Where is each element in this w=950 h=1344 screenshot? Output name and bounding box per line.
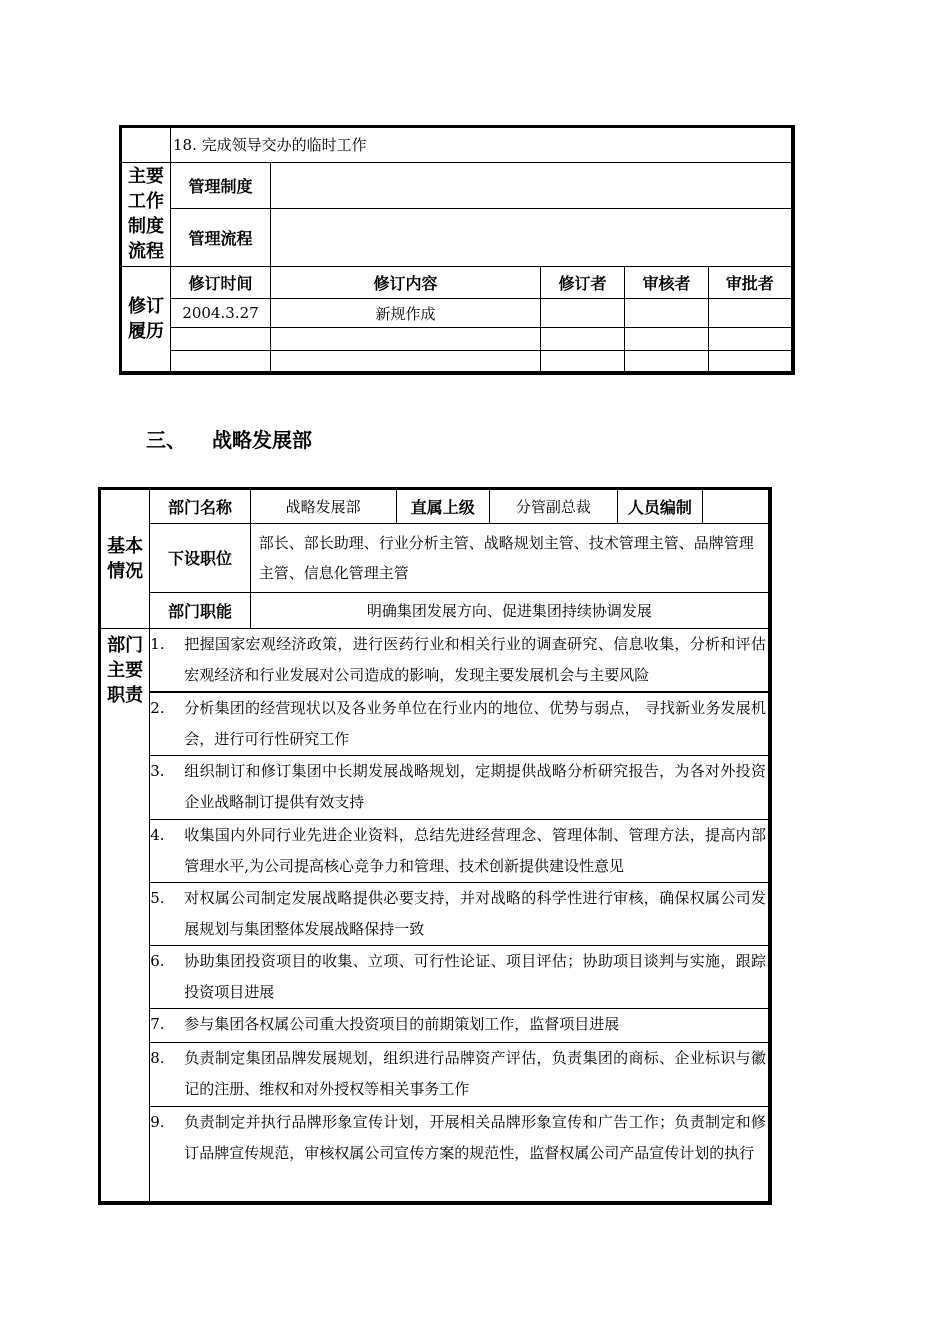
revision-approver <box>709 350 793 373</box>
duty-item <box>150 882 770 945</box>
revision-approver <box>709 328 793 351</box>
staffing-value <box>703 489 770 524</box>
section-number: 三、 <box>146 428 186 452</box>
department-spec-table <box>98 487 772 1205</box>
revision-content <box>271 328 541 351</box>
positions-label: 下设职位 <box>150 524 251 592</box>
revision-header-date: 修订时间 <box>171 267 271 299</box>
duty-text: 负责制定集团品牌发展规划，组织进行品牌资产评估，负责集团的商标、企业标识与徽记的注册、维权和对外授权等相关事务工作 <box>184 1048 766 1098</box>
revision-content <box>271 350 541 373</box>
revision-date <box>171 328 271 351</box>
duty-text: 参与集团各权属公司重大投资项目的前期策划工作，监督项目进展 <box>184 1015 620 1034</box>
duty-number: 2. <box>150 698 165 717</box>
duty-number: 7. <box>150 1015 165 1034</box>
revision-reviser <box>541 350 625 373</box>
duty-number: 5. <box>150 888 165 907</box>
duty-item <box>150 946 770 1009</box>
duty-text: 收集国内外同行业先进企业资料，总结先进经营理念、管理体制、管理方法，提高内部管理水平,为公司提高核心竞争力和管理、技术创新提供建设性意见 <box>184 825 766 875</box>
revision-reviser <box>541 298 625 328</box>
positions-value: 部长、部长助理、行业分析主管、战略规划主管、技术管理主管、品牌管理主管、信息化管理主管 <box>250 524 770 592</box>
management-system-value <box>271 162 793 208</box>
management-flow-value <box>271 208 793 266</box>
duty-item <box>150 628 770 692</box>
duty-item <box>150 1009 770 1042</box>
job-spec-table-continued <box>119 125 795 375</box>
duty-number: 9. <box>150 1112 165 1131</box>
duty-item <box>150 1106 770 1203</box>
revision-reviewer <box>625 298 709 328</box>
revision-header-approver: 审批者 <box>709 267 793 299</box>
dept-function-value: 明确集团发展方向、促进集团持续协调发展 <box>250 592 770 628</box>
dept-function-label: 部门职能 <box>150 592 251 628</box>
duty-item <box>150 692 770 756</box>
revision-reviewer <box>625 350 709 373</box>
blank-label-cell <box>121 127 171 163</box>
dept-name-value: 战略发展部 <box>250 489 396 524</box>
revision-date <box>171 350 271 373</box>
management-system-label: 管理制度 <box>171 162 271 208</box>
basic-info-label: 基本 情况 <box>100 489 150 629</box>
duty-text: 协助集团投资项目的收集、立项、可行性论证、项目评估；协助项目谈判与实施，跟踪投资项目进展 <box>184 952 766 1002</box>
revision-reviewer <box>625 328 709 351</box>
revision-header-content: 修订内容 <box>271 267 541 299</box>
duty-text: 对权属公司制定发展战略提供必要支持，并对战略的科学性进行审核，确保权属公司发展规划与集团整体发展战略保持一致 <box>184 888 766 938</box>
duty-number: 3. <box>150 762 165 781</box>
superior-label: 直属上级 <box>396 489 489 524</box>
main-duties-label: 部门 主要 职责 <box>100 628 150 1203</box>
revision-row <box>121 328 793 351</box>
revision-header-reviser: 修订者 <box>541 267 625 299</box>
management-flow-label: 管理流程 <box>171 208 271 266</box>
duty-number: 1. <box>150 634 165 653</box>
duty-item <box>150 756 770 819</box>
duty-item <box>150 1042 770 1106</box>
revision-header-reviewer: 审核者 <box>625 267 709 299</box>
duty-number: 8. <box>150 1048 165 1067</box>
carryover-duty-item: 18. 完成领导交办的临时工作 <box>171 127 793 163</box>
duty-number: 4. <box>150 825 165 844</box>
duty-text: 把握国家宏观经济政策，进行医药行业和相关行业的调查研究、信息收集，分析和评估宏观经济和行业发展对公司造成的影响，发现主要发展机会与主要风险 <box>184 634 766 684</box>
staffing-label: 人员编制 <box>617 489 702 524</box>
revision-approver <box>709 298 793 328</box>
revision-row <box>121 350 793 373</box>
revision-row <box>121 298 793 328</box>
system-flow-label: 主要 工作 制度 流程 <box>121 162 171 266</box>
revision-reviser <box>541 328 625 351</box>
duty-item <box>150 819 770 882</box>
duty-number: 6. <box>150 952 165 971</box>
duty-text: 分析集团的经营现状以及各业务单位在行业内的地位、优势与弱点， 寻找新业务发展机会，进行可行性研究工作 <box>184 698 766 748</box>
duty-text: 组织制订和修订集团中长期发展战略规划，定期提供战略分析研究报告，为各对外投资企业战略制订提供有效支持 <box>184 762 766 812</box>
section-heading <box>146 424 312 453</box>
superior-value: 分管副总裁 <box>490 489 618 524</box>
section-title: 战略发展部 <box>212 428 312 452</box>
dept-name-label: 部门名称 <box>150 489 251 524</box>
revision-content: 新规作成 <box>271 298 541 328</box>
duty-text: 负责制定并执行品牌形象宣传计划，开展相关品牌形象宣传和广告工作；负责制定和修订品牌宣传规范，审核权属公司宣传方案的规范性，监督权属公司产品宣传计划的执行 <box>184 1112 766 1162</box>
revision-history-label: 修订 履历 <box>121 267 171 373</box>
revision-date: 2004.3.27 <box>171 298 271 328</box>
